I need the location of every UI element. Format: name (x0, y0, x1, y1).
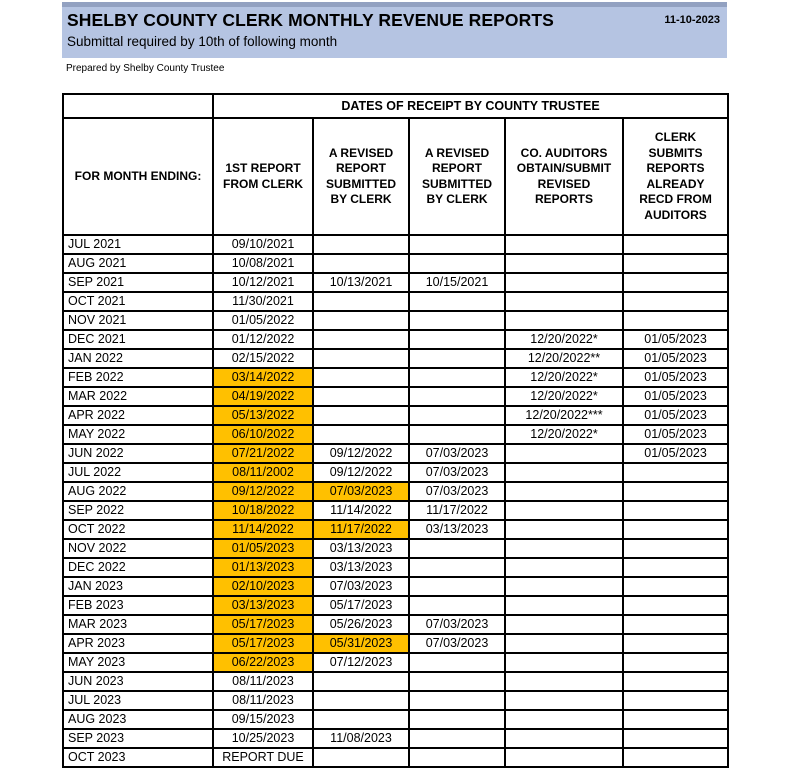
table-row (63, 710, 728, 729)
column-header-clerk-submits (623, 118, 728, 235)
date-cell-highlighted: 05/31/2023 (313, 634, 409, 653)
date-cell (505, 444, 623, 463)
month-cell: MAY 2023 (63, 653, 213, 672)
month-cell: AUG 2021 (63, 254, 213, 273)
submittal-note: Submittal required by 10th of following month (67, 34, 338, 49)
date-cell (409, 425, 505, 444)
prepared-by-note: Prepared by Shelby County Trustee (66, 63, 225, 74)
table-row (63, 482, 728, 501)
date-cell-highlighted: 04/19/2022 (213, 387, 313, 406)
month-cell: APR 2023 (63, 634, 213, 653)
month-cell: OCT 2022 (63, 520, 213, 539)
date-cell (505, 691, 623, 710)
date-cell-highlighted: 07/03/2023 (313, 482, 409, 501)
table-row (63, 691, 728, 710)
table-row (63, 501, 728, 520)
date-cell: 08/11/2023 (213, 672, 313, 691)
date-cell (623, 653, 728, 672)
date-cell (623, 539, 728, 558)
month-cell: MAR 2022 (63, 387, 213, 406)
date-cell: 01/05/2023 (623, 368, 728, 387)
date-cell (409, 254, 505, 273)
date-cell (409, 330, 505, 349)
date-cell (313, 406, 409, 425)
date-cell: 01/05/2023 (623, 387, 728, 406)
group-header-row (63, 94, 728, 118)
date-cell (505, 463, 623, 482)
date-cell-highlighted: 05/17/2023 (213, 615, 313, 634)
date-cell: 07/03/2023 (409, 634, 505, 653)
month-cell: FEB 2023 (63, 596, 213, 615)
date-cell-highlighted: 06/10/2022 (213, 425, 313, 444)
date-cell: 05/17/2023 (313, 596, 409, 615)
date-cell: 09/12/2022 (313, 463, 409, 482)
table-body (63, 235, 728, 767)
date-cell: 12/20/2022* (505, 425, 623, 444)
date-cell: 11/08/2023 (313, 729, 409, 748)
date-cell: 07/03/2023 (409, 482, 505, 501)
date-cell-highlighted: 11/17/2022 (313, 520, 409, 539)
month-cell: JAN 2022 (63, 349, 213, 368)
month-cell: OCT 2023 (63, 748, 213, 767)
table-row (63, 653, 728, 672)
month-cell: JUN 2023 (63, 672, 213, 691)
date-cell (409, 653, 505, 672)
table-row (63, 349, 728, 368)
page-title: SHELBY COUNTY CLERK MONTHLY REVENUE REPORTS (67, 10, 554, 30)
date-cell (505, 254, 623, 273)
date-cell-highlighted: 01/13/2023 (213, 558, 313, 577)
month-cell: JUL 2022 (63, 463, 213, 482)
date-cell (409, 748, 505, 767)
date-cell: 10/25/2023 (213, 729, 313, 748)
date-cell (623, 558, 728, 577)
date-cell (505, 501, 623, 520)
date-cell: 11/14/2022 (313, 501, 409, 520)
date-cell (623, 729, 728, 748)
date-cell (409, 292, 505, 311)
date-cell: 12/20/2022* (505, 387, 623, 406)
date-cell (313, 349, 409, 368)
date-cell (409, 729, 505, 748)
date-cell: 12/20/2022*** (505, 406, 623, 425)
date-cell: 03/13/2023 (409, 520, 505, 539)
date-cell: REPORT DUE (213, 748, 313, 767)
date-cell (409, 672, 505, 691)
date-cell (313, 425, 409, 444)
date-cell (409, 406, 505, 425)
date-cell-highlighted: 10/18/2022 (213, 501, 313, 520)
date-cell-highlighted: 08/11/2002 (213, 463, 313, 482)
date-cell: 10/08/2021 (213, 254, 313, 273)
month-cell: AUG 2023 (63, 710, 213, 729)
date-cell: 07/03/2023 (409, 615, 505, 634)
date-cell: 12/20/2022* (505, 330, 623, 349)
column-header-label: A REVISED REPORT SUBMITTED BY CLERK (422, 145, 492, 206)
date-cell (409, 235, 505, 254)
table-row (63, 615, 728, 634)
date-cell-highlighted: 01/05/2023 (213, 539, 313, 558)
date-cell (313, 387, 409, 406)
group-header-dates-of-receipt: DATES OF RECEIPT BY COUNTY TRUSTEE (213, 94, 728, 118)
date-cell (313, 748, 409, 767)
date-cell (409, 558, 505, 577)
date-cell: 09/10/2021 (213, 235, 313, 254)
date-cell: 01/05/2023 (623, 349, 728, 368)
corner-spacer (63, 94, 213, 118)
table-row (63, 311, 728, 330)
date-cell (505, 729, 623, 748)
date-cell: 08/11/2023 (213, 691, 313, 710)
date-cell (505, 482, 623, 501)
date-cell (313, 330, 409, 349)
report-date: 11-10-2023 (664, 14, 720, 26)
table-row (63, 463, 728, 482)
date-cell: 01/12/2022 (213, 330, 313, 349)
table-row (63, 577, 728, 596)
date-cell: 01/05/2023 (623, 444, 728, 463)
date-cell (505, 577, 623, 596)
date-cell: 12/20/2022* (505, 368, 623, 387)
table-row (63, 254, 728, 273)
date-cell-highlighted: 07/21/2022 (213, 444, 313, 463)
column-header-label: CLERK SUBMITS REPORTS ALREADY RECD FROM AUDITORS (639, 130, 712, 222)
table-row (63, 520, 728, 539)
column-header-revised-report-2 (409, 118, 505, 235)
table-row (63, 387, 728, 406)
date-cell (313, 235, 409, 254)
month-cell: SEP 2023 (63, 729, 213, 748)
column-header-label: CO. AUDITORS OBTAIN/SUBMIT REVISED REPORTS (516, 145, 612, 206)
date-cell: 12/20/2022** (505, 349, 623, 368)
date-cell (623, 634, 728, 653)
table-row (63, 539, 728, 558)
date-cell: 07/03/2023 (409, 463, 505, 482)
month-cell: NOV 2021 (63, 311, 213, 330)
date-cell: 02/15/2022 (213, 349, 313, 368)
date-cell (313, 672, 409, 691)
date-cell (623, 691, 728, 710)
column-header-label: 1ST REPORT FROM CLERK (223, 161, 303, 191)
month-cell: NOV 2022 (63, 539, 213, 558)
month-cell: JUL 2021 (63, 235, 213, 254)
date-cell (623, 520, 728, 539)
table-row (63, 634, 728, 653)
date-cell (313, 254, 409, 273)
date-cell (313, 292, 409, 311)
table-row (63, 444, 728, 463)
date-cell (409, 349, 505, 368)
table-row (63, 596, 728, 615)
month-cell: SEP 2021 (63, 273, 213, 292)
date-cell (505, 672, 623, 691)
date-cell: 01/05/2022 (213, 311, 313, 330)
date-cell (409, 691, 505, 710)
date-cell: 11/17/2022 (409, 501, 505, 520)
date-cell-highlighted: 03/13/2023 (213, 596, 313, 615)
date-cell-highlighted: 02/10/2023 (213, 577, 313, 596)
date-cell (623, 577, 728, 596)
date-cell: 07/12/2023 (313, 653, 409, 672)
date-cell: 05/26/2023 (313, 615, 409, 634)
month-cell: APR 2022 (63, 406, 213, 425)
date-cell (505, 596, 623, 615)
date-cell (623, 235, 728, 254)
date-cell (313, 368, 409, 387)
date-cell-highlighted: 11/14/2022 (213, 520, 313, 539)
date-cell (505, 710, 623, 729)
table-row (63, 672, 728, 691)
column-header-revised-report-1 (313, 118, 409, 235)
month-cell: MAR 2023 (63, 615, 213, 634)
column-header-co-auditors (505, 118, 623, 235)
date-cell-highlighted: 05/17/2023 (213, 634, 313, 653)
date-cell: 11/30/2021 (213, 292, 313, 311)
date-cell (505, 273, 623, 292)
month-cell: DEC 2021 (63, 330, 213, 349)
table-row (63, 330, 728, 349)
date-cell-highlighted: 06/22/2023 (213, 653, 313, 672)
date-cell (623, 501, 728, 520)
table-row (63, 425, 728, 444)
date-cell (409, 387, 505, 406)
date-cell: 07/03/2023 (313, 577, 409, 596)
date-cell (313, 710, 409, 729)
date-cell (505, 292, 623, 311)
date-cell (409, 539, 505, 558)
month-cell: JAN 2023 (63, 577, 213, 596)
date-cell (505, 235, 623, 254)
date-cell (623, 311, 728, 330)
table-row (63, 235, 728, 254)
date-cell-highlighted: 05/13/2022 (213, 406, 313, 425)
date-cell: 09/15/2023 (213, 710, 313, 729)
table-row (63, 558, 728, 577)
date-cell (313, 311, 409, 330)
date-cell: 10/15/2021 (409, 273, 505, 292)
date-cell (623, 615, 728, 634)
month-cell: MAY 2022 (63, 425, 213, 444)
date-cell (409, 311, 505, 330)
column-header-1st-report (213, 118, 313, 235)
date-cell (313, 691, 409, 710)
date-cell: 01/05/2023 (623, 425, 728, 444)
month-cell: OCT 2021 (63, 292, 213, 311)
date-cell (409, 368, 505, 387)
date-cell (623, 596, 728, 615)
date-cell (505, 558, 623, 577)
table-row (63, 292, 728, 311)
date-cell (505, 653, 623, 672)
table-row (63, 273, 728, 292)
title-band (62, 2, 727, 58)
date-cell (623, 273, 728, 292)
date-cell (623, 710, 728, 729)
date-cell (505, 748, 623, 767)
table-row (63, 406, 728, 425)
column-header-for-month-ending: FOR MONTH ENDING: (63, 118, 213, 235)
date-cell: 10/13/2021 (313, 273, 409, 292)
revenue-report-table (62, 93, 729, 768)
date-cell (623, 748, 728, 767)
date-cell (505, 634, 623, 653)
date-cell: 03/13/2023 (313, 558, 409, 577)
date-cell (623, 482, 728, 501)
table-row (63, 368, 728, 387)
month-cell: JUL 2023 (63, 691, 213, 710)
date-cell-highlighted: 09/12/2022 (213, 482, 313, 501)
date-cell: 01/05/2023 (623, 406, 728, 425)
date-cell (409, 577, 505, 596)
date-cell (623, 292, 728, 311)
month-cell: DEC 2022 (63, 558, 213, 577)
date-cell (505, 539, 623, 558)
date-cell (505, 615, 623, 634)
column-header-label: A REVISED REPORT SUBMITTED BY CLERK (326, 145, 396, 206)
date-cell: 10/12/2021 (213, 273, 313, 292)
date-cell (505, 520, 623, 539)
date-cell: 03/13/2023 (313, 539, 409, 558)
date-cell: 09/12/2022 (313, 444, 409, 463)
date-cell (409, 710, 505, 729)
table-row (63, 729, 728, 748)
date-cell (623, 254, 728, 273)
month-cell: AUG 2022 (63, 482, 213, 501)
date-cell (623, 463, 728, 482)
column-header-row (63, 118, 728, 235)
month-cell: SEP 2022 (63, 501, 213, 520)
month-cell: FEB 2022 (63, 368, 213, 387)
table-row (63, 748, 728, 767)
date-cell: 07/03/2023 (409, 444, 505, 463)
date-cell (505, 311, 623, 330)
date-cell: 01/05/2023 (623, 330, 728, 349)
month-cell: JUN 2022 (63, 444, 213, 463)
date-cell-highlighted: 03/14/2022 (213, 368, 313, 387)
date-cell (623, 672, 728, 691)
date-cell (409, 596, 505, 615)
